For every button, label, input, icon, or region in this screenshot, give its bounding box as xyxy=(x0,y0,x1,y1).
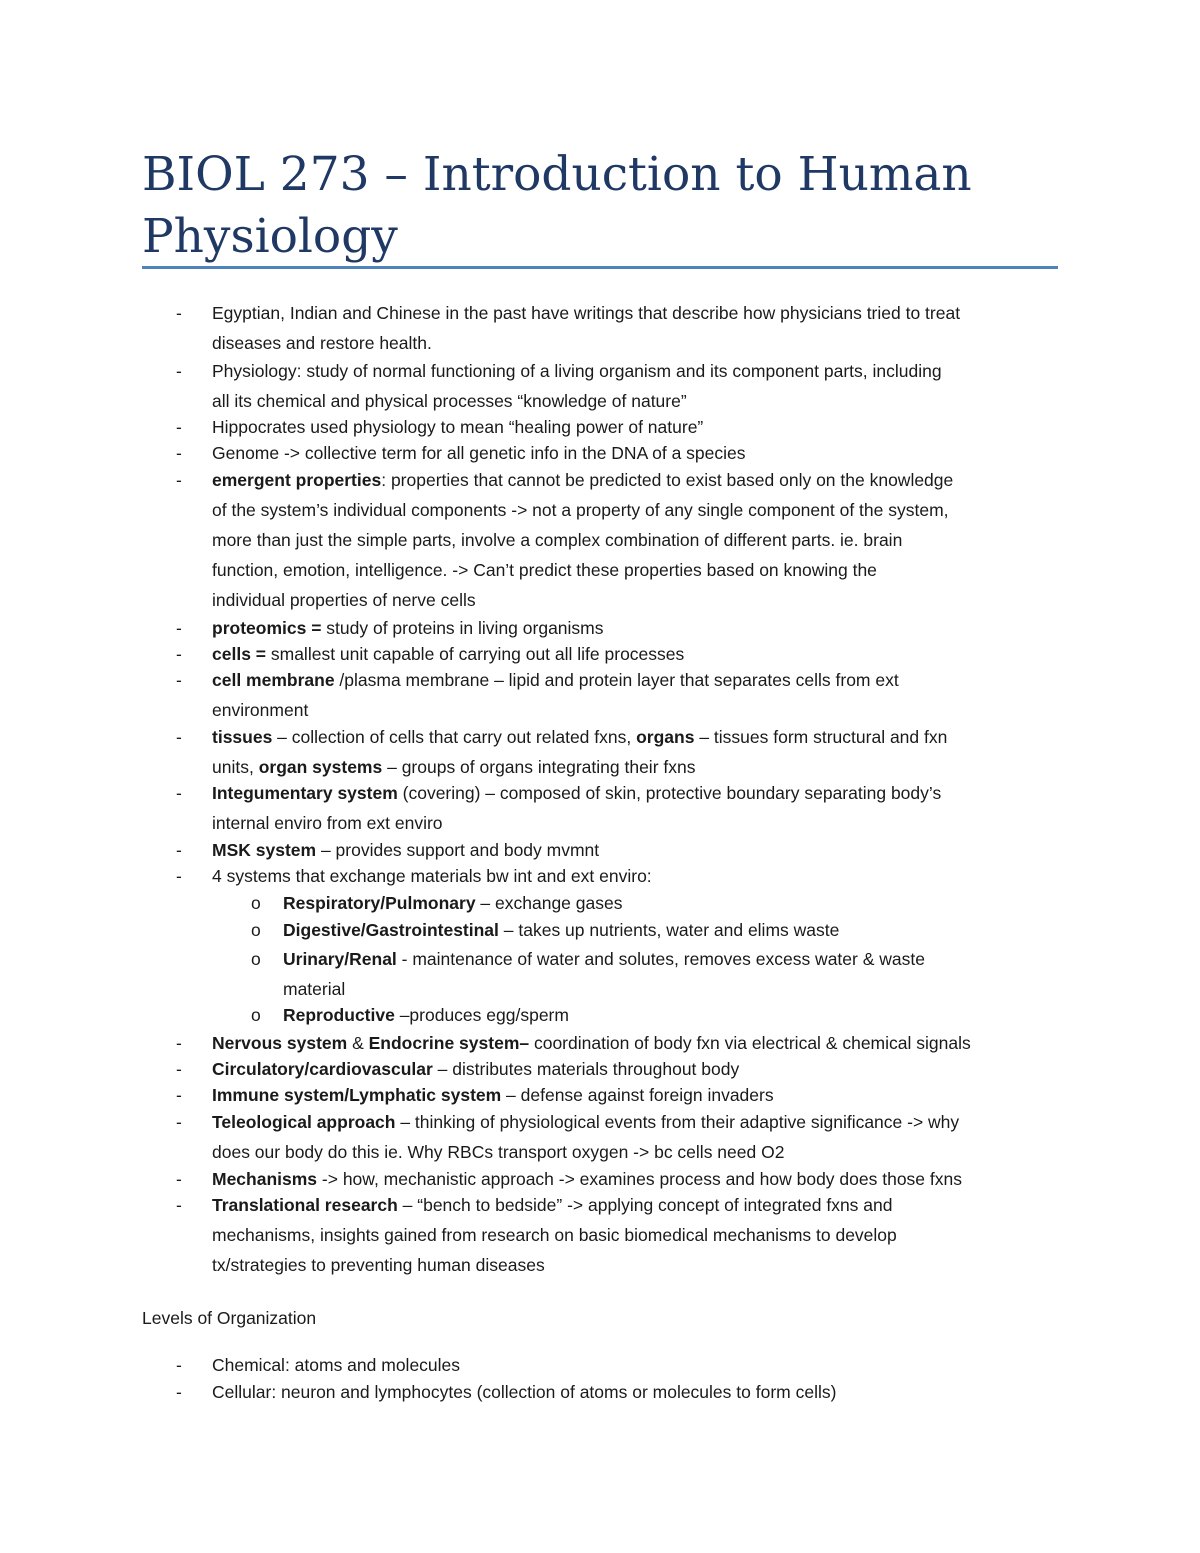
note-line xyxy=(283,915,1063,945)
note-line xyxy=(212,1377,1060,1407)
bold-term: cell membrane xyxy=(212,670,340,690)
bold-term: Reproductive xyxy=(283,1005,395,1025)
note-line xyxy=(212,525,1060,555)
note-text: –produces egg/sperm xyxy=(394,1005,569,1025)
note-line xyxy=(212,465,1060,495)
bold-term: Circulatory/cardiovascular xyxy=(212,1059,433,1079)
list-item xyxy=(212,465,1060,615)
note-text: : properties that cannot be predicted to exist based only on the knowledge xyxy=(381,470,954,490)
note-text: diseases and restore health. xyxy=(212,333,432,353)
bullet-marker: - xyxy=(176,1169,182,1189)
note-text: environment xyxy=(212,700,309,720)
note-line xyxy=(212,1350,1060,1380)
note-line xyxy=(212,1250,1060,1280)
bold-term: organ systems xyxy=(258,757,383,777)
note-text: – provides support and body mvmnt xyxy=(316,840,600,860)
bullet-marker: - xyxy=(176,1195,182,1215)
bold-term: Respiratory/Pulmonary xyxy=(283,893,476,913)
bullet-marker: - xyxy=(176,1085,182,1105)
note-line xyxy=(212,665,1060,695)
note-line xyxy=(283,944,1063,974)
note-text: individual properties of nerve cells xyxy=(212,590,476,610)
list-item xyxy=(212,298,1060,358)
list-item xyxy=(212,1350,1060,1380)
note-text: study of proteins in living organisms xyxy=(326,618,604,638)
list-item xyxy=(212,1377,1060,1407)
list-item xyxy=(212,778,1060,838)
bullet-marker: - xyxy=(176,443,182,463)
bullet-marker: - xyxy=(176,361,182,381)
bold-term: organs xyxy=(636,727,695,747)
note-line xyxy=(212,438,1060,468)
note-line xyxy=(283,1000,1063,1030)
note-text: – distributes materials throughout body xyxy=(432,1059,740,1079)
page-title-line: BIOL 273 – Introduction to Human xyxy=(142,147,972,202)
bold-term: proteomics = xyxy=(212,618,327,638)
note-text: – collection of cells that carry out related fxns, xyxy=(272,727,637,747)
page-title xyxy=(142,144,1062,268)
title-underline xyxy=(142,266,1058,269)
note-text: – takes up nutrients, water and elims waste xyxy=(498,920,840,940)
note-text: Cellular: neuron and lymphocytes (collection of atoms or molecules to form cells) xyxy=(212,1382,837,1402)
note-line xyxy=(212,1137,1060,1167)
bullet-marker: - xyxy=(176,1033,182,1053)
note-text: Chemical: atoms and molecules xyxy=(212,1355,461,1375)
note-text: 4 systems that exchange materials bw int and ext enviro: xyxy=(212,866,652,886)
bullet-marker: - xyxy=(176,783,182,803)
bullet-marker: - xyxy=(176,1382,182,1402)
note-text: – “bench to bedside” -> applying concept of integrated fxns and xyxy=(397,1195,893,1215)
note-line xyxy=(212,695,1060,725)
bullet-marker: - xyxy=(176,644,182,664)
bold-term: Mechanisms xyxy=(212,1169,318,1189)
note-text: all its chemical and physical processes “knowledge of nature” xyxy=(212,391,687,411)
note-text: Egyptian, Indian and Chinese in the past have writings that describe how physicians tried to treat xyxy=(212,303,961,323)
bold-term: Digestive/Gastrointestinal xyxy=(283,920,499,940)
bold-term: emergent properties xyxy=(212,470,382,490)
note-text: does our body do this ie. Why RBCs transport oxygen -> bc cells need O2 xyxy=(212,1142,785,1162)
note-text: Physiology: study of normal functioning of a living organism and its component parts, including xyxy=(212,361,942,381)
list-item xyxy=(212,1080,1060,1110)
list-item xyxy=(212,861,1060,891)
note-line xyxy=(212,1220,1060,1250)
note-text: function, emotion, intelligence. -> Can’t predict these properties based on knowing the xyxy=(212,560,877,580)
bullet-marker: - xyxy=(176,866,182,886)
bullet-marker: - xyxy=(176,303,182,323)
bullet-marker: - xyxy=(176,840,182,860)
page-title-line: Physiology xyxy=(142,209,398,264)
note-line xyxy=(212,585,1060,615)
note-text: – groups of organs integrating their fxns xyxy=(382,757,696,777)
list-item xyxy=(212,665,1060,725)
bold-term: Urinary/Renal xyxy=(283,949,402,969)
note-text: -> how, mechanistic approach -> examines process and how body does those fxns xyxy=(317,1169,962,1189)
list-item xyxy=(212,722,1060,782)
note-text: material xyxy=(283,979,346,999)
bold-term: Immune system/Lymphatic system xyxy=(212,1085,502,1105)
note-text: /plasma membrane – lipid and protein layer that separates cells from ext xyxy=(339,670,899,690)
note-text: smallest unit capable of carrying out all life processes xyxy=(270,644,685,664)
bullet-marker: - xyxy=(176,670,182,690)
note-text: tx/strategies to preventing human diseases xyxy=(212,1255,545,1275)
note-text: Genome -> collective term for all genetic info in the DNA of a species xyxy=(212,443,746,463)
note-text: - maintenance of water and solutes, removes excess water & waste xyxy=(401,949,925,969)
note-text: Hippocrates used physiology to mean “healing power of nature” xyxy=(212,417,704,437)
bold-term: tissues xyxy=(212,727,273,747)
bullet-marker: - xyxy=(176,1112,182,1132)
note-text: – exchange gases xyxy=(475,893,623,913)
list-item xyxy=(212,1190,1060,1280)
note-line xyxy=(212,328,1060,358)
note-line xyxy=(212,495,1060,525)
sub-list-item xyxy=(283,1000,1063,1030)
bold-term: MSK system xyxy=(212,840,317,860)
note-line xyxy=(212,1190,1060,1220)
bullet-marker: - xyxy=(176,1059,182,1079)
note-text: (covering) – composed of skin, protective boundary separating body’s xyxy=(397,783,942,803)
list-item xyxy=(212,356,1060,416)
note-text: of the system’s individual components -> not a property of any single component of the system, xyxy=(212,500,949,520)
note-line xyxy=(212,722,1060,752)
note-line xyxy=(283,888,1063,918)
bullet-marker: - xyxy=(176,1355,182,1375)
bold-term: Integumentary system xyxy=(212,783,398,803)
note-line xyxy=(212,778,1060,808)
sub-bullet-marker: o xyxy=(251,949,261,969)
note-text: more than just the simple parts, involve a complex combination of different parts. ie. brain xyxy=(212,530,903,550)
sub-bullet-marker: o xyxy=(251,893,261,913)
bullet-marker: - xyxy=(176,727,182,747)
note-text: internal enviro from ext enviro xyxy=(212,813,443,833)
sub-list-item xyxy=(283,915,1063,945)
note-line xyxy=(212,298,1060,328)
note-line xyxy=(212,1107,1060,1137)
sub-bullet-marker: o xyxy=(251,920,261,940)
note-line xyxy=(212,1080,1060,1110)
bold-term: Translational research xyxy=(212,1195,398,1215)
note-text: units, xyxy=(212,757,259,777)
bullet-marker: - xyxy=(176,470,182,490)
note-text: coordination of body fxn via electrical & chemical signals xyxy=(529,1033,971,1053)
bullet-marker: - xyxy=(176,417,182,437)
note-line xyxy=(212,808,1060,838)
sub-list-item xyxy=(283,888,1063,918)
note-text: – defense against foreign invaders xyxy=(501,1085,774,1105)
bold-term: Endocrine system– xyxy=(368,1033,530,1053)
sub-bullet-marker: o xyxy=(251,1005,261,1025)
note-text: mechanisms, insights gained from research on basic biomedical mechanisms to develop xyxy=(212,1225,897,1245)
note-line xyxy=(212,356,1060,386)
bold-term: Teleological approach xyxy=(212,1112,396,1132)
sub-list-item xyxy=(283,944,1063,1004)
note-text: & xyxy=(347,1033,369,1053)
bold-term: Nervous system xyxy=(212,1033,348,1053)
note-line xyxy=(212,861,1060,891)
bold-term: cells = xyxy=(212,644,271,664)
note-text: – tissues form structural and fxn xyxy=(694,727,948,747)
note-line xyxy=(212,555,1060,585)
list-item xyxy=(212,1107,1060,1167)
note-text: – thinking of physiological events from their adaptive significance -> why xyxy=(395,1112,960,1132)
section-heading: Levels of Organization xyxy=(142,1308,317,1328)
bullet-marker: - xyxy=(176,618,182,638)
list-item xyxy=(212,438,1060,468)
